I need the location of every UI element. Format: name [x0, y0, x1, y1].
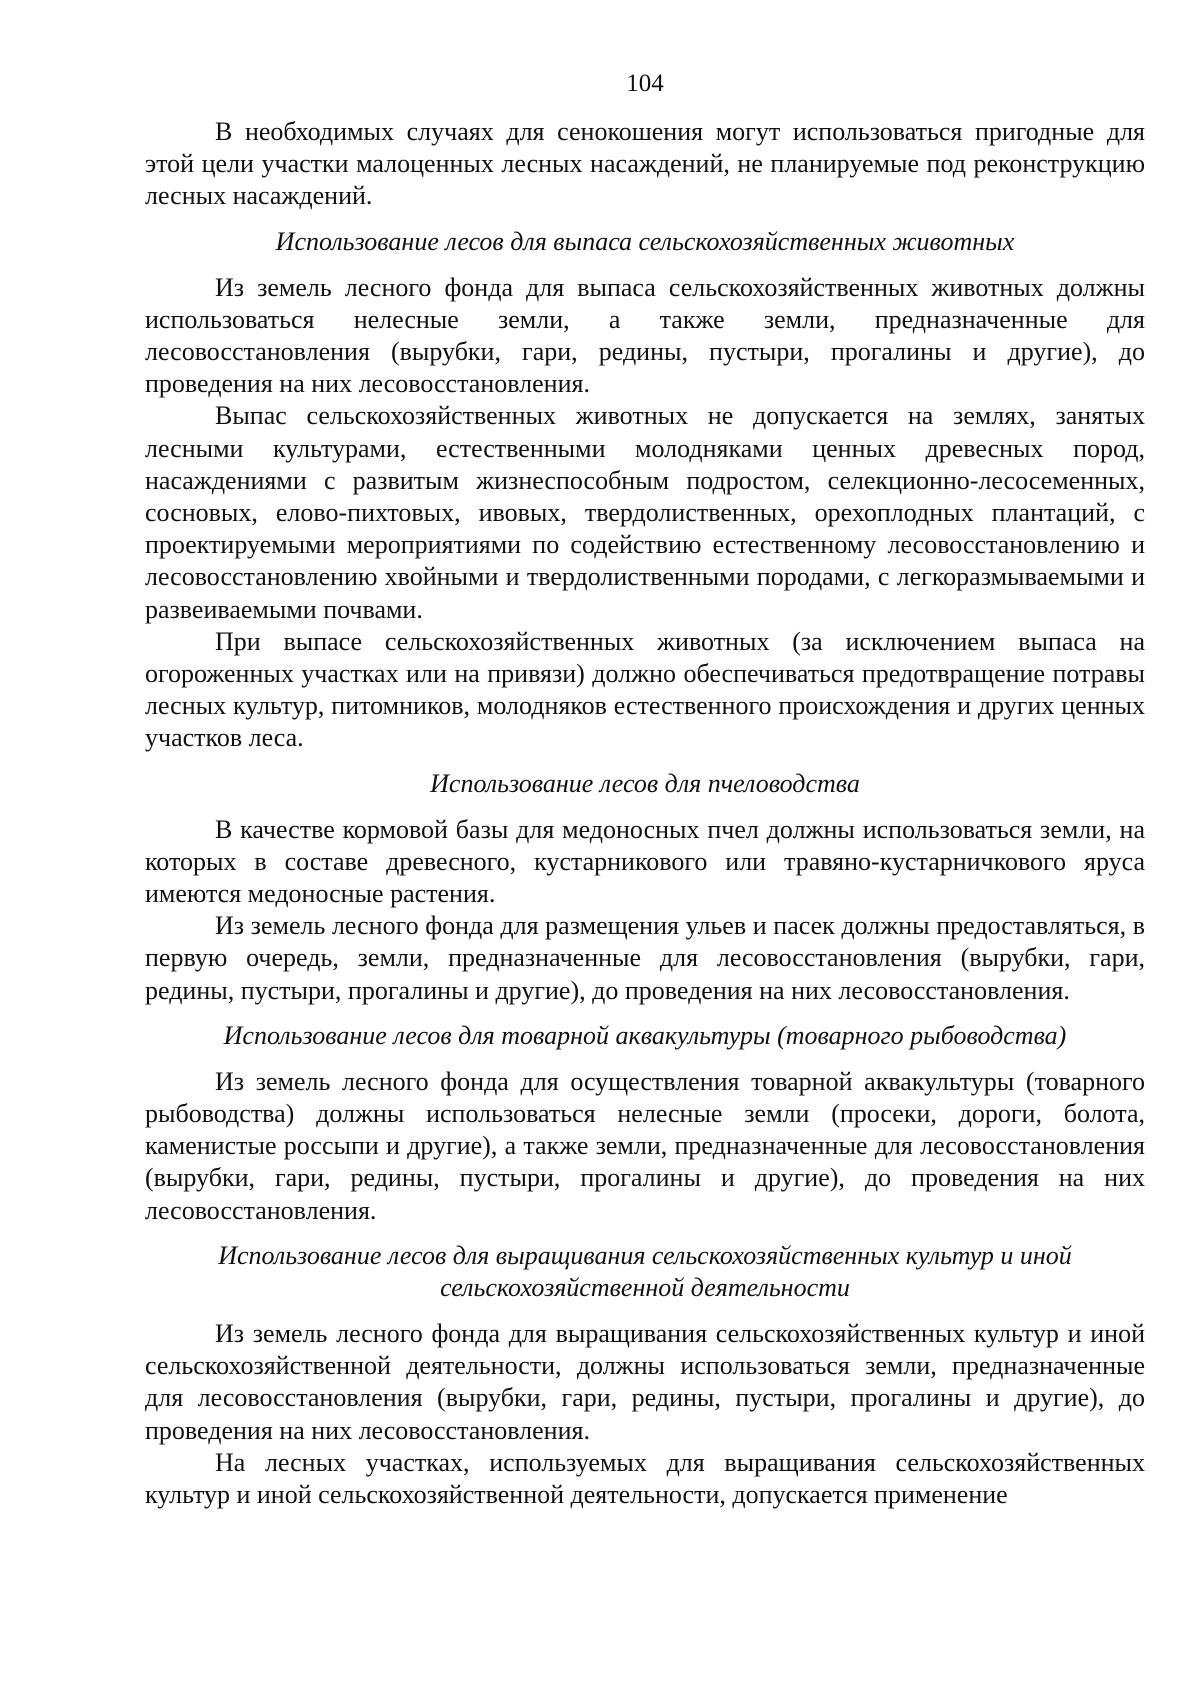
paragraph: В качестве кормовой базы для медоносных пчел должны использоваться земли, на которых в составе древесного, кустарникового или травяно-кустарничкового яруса имеются медоносные растения.	[145, 814, 1145, 909]
section-heading-line: Использование лесов для товарной аквакультуры (товарного рыбоводства)	[223, 1020, 1067, 1050]
section-heading-line: Использование лесов для выпаса сельскохозяйственных животных	[275, 226, 1015, 256]
section-heading	[145, 1020, 1145, 1052]
section-heading	[145, 1240, 1145, 1304]
paragraph: При выпасе сельскохозяйственных животных (за исключением выпаса на огороженных участках или на привязи) должно обеспечиваться предотвращение потравы лесных культур, питомников, молодняков естественного происхождения и других ценных участков леса.	[145, 626, 1145, 753]
paragraph: Из земель лесного фонда для выпаса сельскохозяйственных животных должны использоваться нелесные земли, а также земли, предназначенные для лесовосстановления (вырубки, гари, редины, пустыри, прогалины и другие), до проведения на них лесовосстановления.	[145, 272, 1145, 399]
paragraph: Из земель лесного фонда для размещения ульев и пасек должны предоставляться, в первую очередь, земли, предназначенные для лесовосстановления (вырубки, гари, редины, пустыри, прогалины и другие), до проведения на них лесовосстановления.	[145, 911, 1145, 1005]
document-body	[145, 116, 1145, 1511]
section-heading-line: сельскохозяйственной деятельности	[440, 1272, 850, 1302]
section-heading	[145, 768, 1145, 800]
section-heading-line: Использование лесов для пчеловодства	[430, 768, 860, 798]
section-heading-line: Использование лесов для выращивания сельскохозяйственных культур и иной	[218, 1240, 1072, 1270]
paragraph: На лесных участках, используемых для выращивания сельскохозяйственных культур и иной сельскохозяйственной деятельности, допускается применение	[145, 1447, 1145, 1509]
paragraph: В необходимых случаях для сенокошения могут использоваться пригодные для этой цели участки малоценных лесных насаждений, не планируемые под реконструкцию лесных насаждений.	[145, 117, 1145, 211]
document-page	[145, 68, 1145, 1511]
paragraph: Выпас сельскохозяйственных животных не допускается на землях, занятых лесными культурами, естественными молодняками ценных древесных пород, насаждениями с развитым жизнеспособным подростом, селекционно-лесосеменных, сосновых, елово-пихтовых, ивовых, твердолиственных, орехоплодных плантаций, с проектируемыми мероприятиями по содействию естественному лесовосстановлению и лесовосстановлению хвойными и твердолиственными породами, с легкоразмываемыми и развеиваемыми почвами.	[145, 401, 1145, 624]
paragraph: Из земель лесного фонда для выращивания сельскохозяйственных культур и иной сельскохозяйственной деятельности, должны использоваться земли, предназначенные для лесовосстановления (вырубки, гари, редины, пустыри, прогалины и другие), до проведения на них лесовосстановления.	[145, 1318, 1145, 1445]
paragraph: Из земель лесного фонда для осуществления товарной аквакультуры (товарного рыбоводства) должны использоваться нелесные земли (просеки, дороги, болота, каменистые россыпи и другие), а также земли, предназначенные для лесовосстановления (вырубки, гари, редины, пустыри, прогалины и другие), до проведения на них лесовосстановления.	[145, 1066, 1145, 1225]
page-number: 104	[626, 70, 664, 97]
section-heading	[145, 226, 1145, 258]
